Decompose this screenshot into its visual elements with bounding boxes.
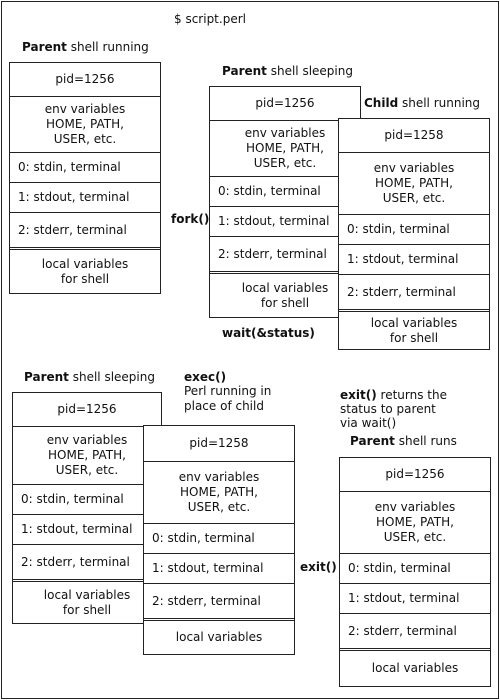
exec-description: Perl running in place of child — [184, 384, 272, 413]
exit-description-bold: exit() — [340, 388, 377, 402]
pid-cell: pid=1256 — [13, 393, 161, 427]
fd0-cell: 0: stdin, terminal — [13, 485, 161, 515]
command-text: $ script.perl — [174, 12, 246, 26]
label-parent-sleeping-top — [222, 64, 353, 78]
exec-call: exec() — [184, 370, 227, 384]
label-parent-sleeping-top-bold: Parent — [222, 64, 267, 78]
label-child-running-rest: shell running — [398, 96, 481, 110]
env-cell: env variables HOME, PATH, USER, etc. — [210, 121, 360, 177]
env-cell: env variables HOME, PATH, USER, etc. — [144, 462, 294, 524]
fd2-cell: 2: stderr, terminal — [21, 554, 130, 569]
pid-cell: pid=1256 — [340, 458, 490, 492]
fd0-cell: 0: stdin, terminal — [340, 554, 490, 584]
pid-cell: pid=1258 — [144, 426, 294, 462]
exit-description-rest: returns the status to parent via wait() — [340, 388, 447, 430]
env-cell: env variables HOME, PATH, USER, etc. — [339, 153, 489, 215]
fd0-cell: 0: stdin, terminal — [339, 215, 489, 245]
fork-call: fork() — [171, 212, 210, 226]
fd1-cell: 1: stdout, terminal — [339, 245, 489, 275]
fd1-cell: 1: stdout, terminal — [340, 584, 490, 614]
env-cell: env variables HOME, PATH, USER, etc. — [10, 97, 160, 153]
label-parent-runs — [350, 434, 457, 448]
fd0-cell: 0: stdin, terminal — [144, 524, 294, 554]
locals-cell: local variables — [371, 661, 459, 675]
locals-cell: local variables for shell — [43, 587, 131, 617]
fd2-cell: 2: stderr, terminal — [218, 246, 327, 261]
fd0-cell: 0: stdin, terminal — [210, 177, 360, 207]
locals-cell: local variables for shell — [241, 280, 329, 310]
fd1-cell: 1: stdout, terminal — [13, 515, 161, 545]
label-child-running-bold: Child — [364, 96, 399, 110]
exit-call: exit() — [300, 560, 337, 574]
label-parent-running — [22, 40, 149, 54]
locals-cell: local variables for shell — [370, 315, 458, 345]
pid-cell: pid=1256 — [10, 63, 160, 97]
env-cell: env variables HOME, PATH, USER, etc. — [13, 427, 161, 485]
fd2-cell: 2: stderr, terminal — [18, 222, 127, 237]
process-box-child-running — [338, 118, 490, 350]
locals-cell: local variables — [175, 630, 263, 644]
label-parent-sleeping-top-rest: shell sleeping — [266, 64, 353, 78]
label-parent-sleeping-bottom — [24, 370, 155, 384]
fd1-cell: 1: stdout, terminal — [210, 207, 360, 237]
label-parent-running-rest: shell running — [66, 40, 149, 54]
fd2-cell: 2: stderr, terminal — [152, 593, 261, 608]
label-parent-sleeping-bottom-bold: Parent — [24, 370, 69, 384]
fd1-cell: 1: stdout, terminal — [144, 554, 294, 584]
label-parent-sleeping-bottom-rest: shell sleeping — [68, 370, 155, 384]
pid-cell: pid=1258 — [339, 119, 489, 153]
fd2-cell: 2: stderr, terminal — [347, 284, 456, 299]
locals-cell: local variables for shell — [41, 256, 129, 286]
wait-call: wait(&status) — [222, 326, 315, 340]
fd1-cell: 1: stdout, terminal — [10, 183, 160, 213]
process-box-parent-running — [9, 62, 161, 294]
pid-cell: pid=1256 — [210, 87, 360, 121]
process-box-parent-runs — [339, 457, 491, 687]
fd0-cell: 0: stdin, terminal — [10, 153, 160, 183]
process-box-perl-child — [143, 425, 295, 655]
label-parent-running-bold: Parent — [22, 40, 67, 54]
fd2-cell: 2: stderr, terminal — [348, 623, 457, 638]
label-parent-runs-bold: Parent — [350, 434, 395, 448]
label-parent-runs-rest: shell runs — [394, 434, 457, 448]
process-box-parent-sleeping-bottom — [12, 392, 162, 624]
exit-description — [340, 388, 447, 430]
label-child-running — [364, 96, 480, 110]
env-cell: env variables HOME, PATH, USER, etc. — [340, 492, 490, 554]
